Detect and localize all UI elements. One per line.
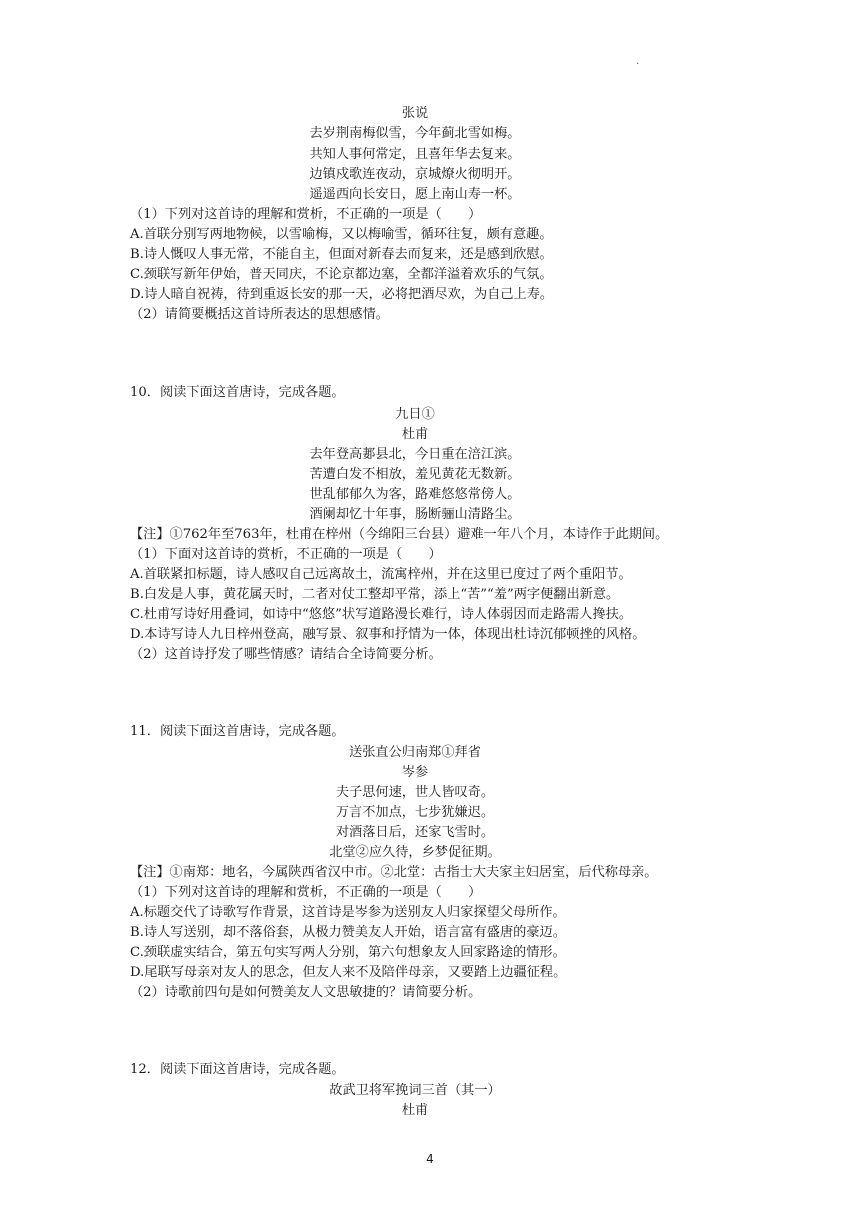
q9-subquestion-2: （2）请简要概括这首诗所表达的思想感情。 (130, 307, 389, 322)
q10-note: 【注】①762年至763年，杜甫在梓州（今绵阳三台县）避难一年八个月，本诗作于此期间。 (130, 527, 669, 542)
q10-option-b: B.白发是人事，黄花属天时，二者对仗工整却平常，添上“苦”“羞”两字便翻出新意。 (130, 587, 620, 602)
q10-option-a: A.首联紧扣标题，诗人感叹自己远离故土，流寓梓州，并在这里已度过了两个重阳节。 (130, 567, 632, 582)
q10-subquestion-2: （2）这首诗抒发了哪些情感？请结合全诗简要分析。 (130, 647, 442, 662)
q11-subquestion-1: （1）下列对这首诗的理解和赏析，不正确的一项是（ ） (130, 885, 482, 900)
q10-stem: 10．阅读下面这首唐诗，完成各题。 (130, 385, 345, 400)
q10-option-c: C.杜甫写诗好用叠词，如诗中“悠悠”状写道路漫长难行，诗人体弱因而走路需人搀扶。 (130, 607, 633, 622)
q12-stem: 12．阅读下面这首唐诗，完成各题。 (130, 1062, 345, 1077)
q10-poem-line: 去年登高郪县北，今日重在涪江滨。 (309, 447, 521, 462)
q11-option-c: C.颈联虚实结合，第五句实写两人分别，第六句想象友人回家路途的情形。 (130, 945, 566, 960)
q11-subquestion-2: （2）诗歌前四句是如何赞美友人文思敏捷的？请简要分析。 (130, 985, 482, 1000)
q11-poem-line: 夫子思何速，世人皆叹奇。 (335, 785, 495, 800)
q9-poem-author: 张说 (401, 106, 429, 121)
q10-subquestion-1: （1）下面对这首诗的赏析，不正确的一项是（ ） (130, 547, 442, 562)
q10-poem-line: 世乱郁郁久为客，路难悠悠常傍人。 (309, 487, 521, 502)
q10-poem-line: 苦遭白发不相放，羞见黄花无数新。 (309, 467, 521, 482)
q9-option-b: B.诗人慨叹人事无常，不能自主，但面对新春去而复来，还是感到欣慰。 (130, 247, 553, 262)
q11-poem-author: 岑参 (401, 765, 429, 780)
q9-poem-line: 边镇戍歌连夜动，京城燎火彻明开。 (309, 167, 521, 182)
q9-poem-line: 共知人事何常定，且喜年华去复来。 (309, 147, 521, 162)
q10-option-d: D.本诗写诗人九日梓州登高，融写景、叙事和抒情为一体，体现出杜诗沉郁顿挫的风格。 (130, 627, 646, 642)
q11-stem: 11．阅读下面这首唐诗，完成各题。 (130, 724, 345, 739)
q9-subquestion-1: （1）下列对这首诗的理解和赏析，不正确的一项是（ ） (130, 207, 482, 222)
q11-poem-line: 万言不加点，七步犹嫌迟。 (335, 805, 495, 820)
q11-poem-line: 北堂②应久待，乡梦促征期。 (329, 845, 501, 860)
q11-option-d: D.尾联写母亲对友人的思念，但友人来不及陪伴母亲，又要踏上边疆征程。 (130, 965, 567, 980)
q11-option-b: B.诗人写送别，却不落俗套，从极力赞美友人开始，语言富有盛唐的豪迈。 (130, 925, 566, 940)
q9-option-a: A.首联分别写两地物候，以雪喻梅，又以梅喻雪，循环往复，颇有意趣。 (130, 227, 553, 242)
q11-option-a: A.标题交代了诗歌写作背景，这首诗是岑参为送别友人归家探望父母所作。 (130, 905, 566, 920)
q12-poem-title: 故武卫将军挽词三首（其一） (329, 1083, 501, 1098)
header-mark: . (636, 56, 640, 67)
q9-option-c: C.颈联写新年伊始，普天同庆，不论京都边塞，全都洋溢着欢乐的气氛。 (130, 267, 553, 282)
q11-poem-line: 对酒落日后，还家飞雪时。 (335, 825, 495, 840)
q10-poem-line: 酒阑却忆十年事，肠断骊山清路尘。 (309, 507, 521, 522)
q12-poem-author: 杜甫 (401, 1103, 429, 1118)
q10-poem-author: 杜甫 (401, 427, 429, 442)
q11-note: 【注】①南郑：地名，今属陕西省汉中市。②北堂：古指士大夫家主妇居室，后代称母亲。 (130, 865, 658, 880)
q9-poem-line: 去岁荆南梅似雪，今年蓟北雪如梅。 (309, 126, 521, 141)
q11-poem-title: 送张直公归南郑①拜省 (349, 745, 481, 760)
q10-poem-title: 九日① (395, 407, 435, 422)
q9-poem-line: 遥遥西向长安日，愿上南山寿一杯。 (309, 187, 521, 202)
page-number: 4 (426, 1152, 434, 1166)
q9-option-d: D.诗人暗自祝祷，待到重返长安的那一天，必将把酒尽欢，为自己上寿。 (130, 287, 554, 302)
